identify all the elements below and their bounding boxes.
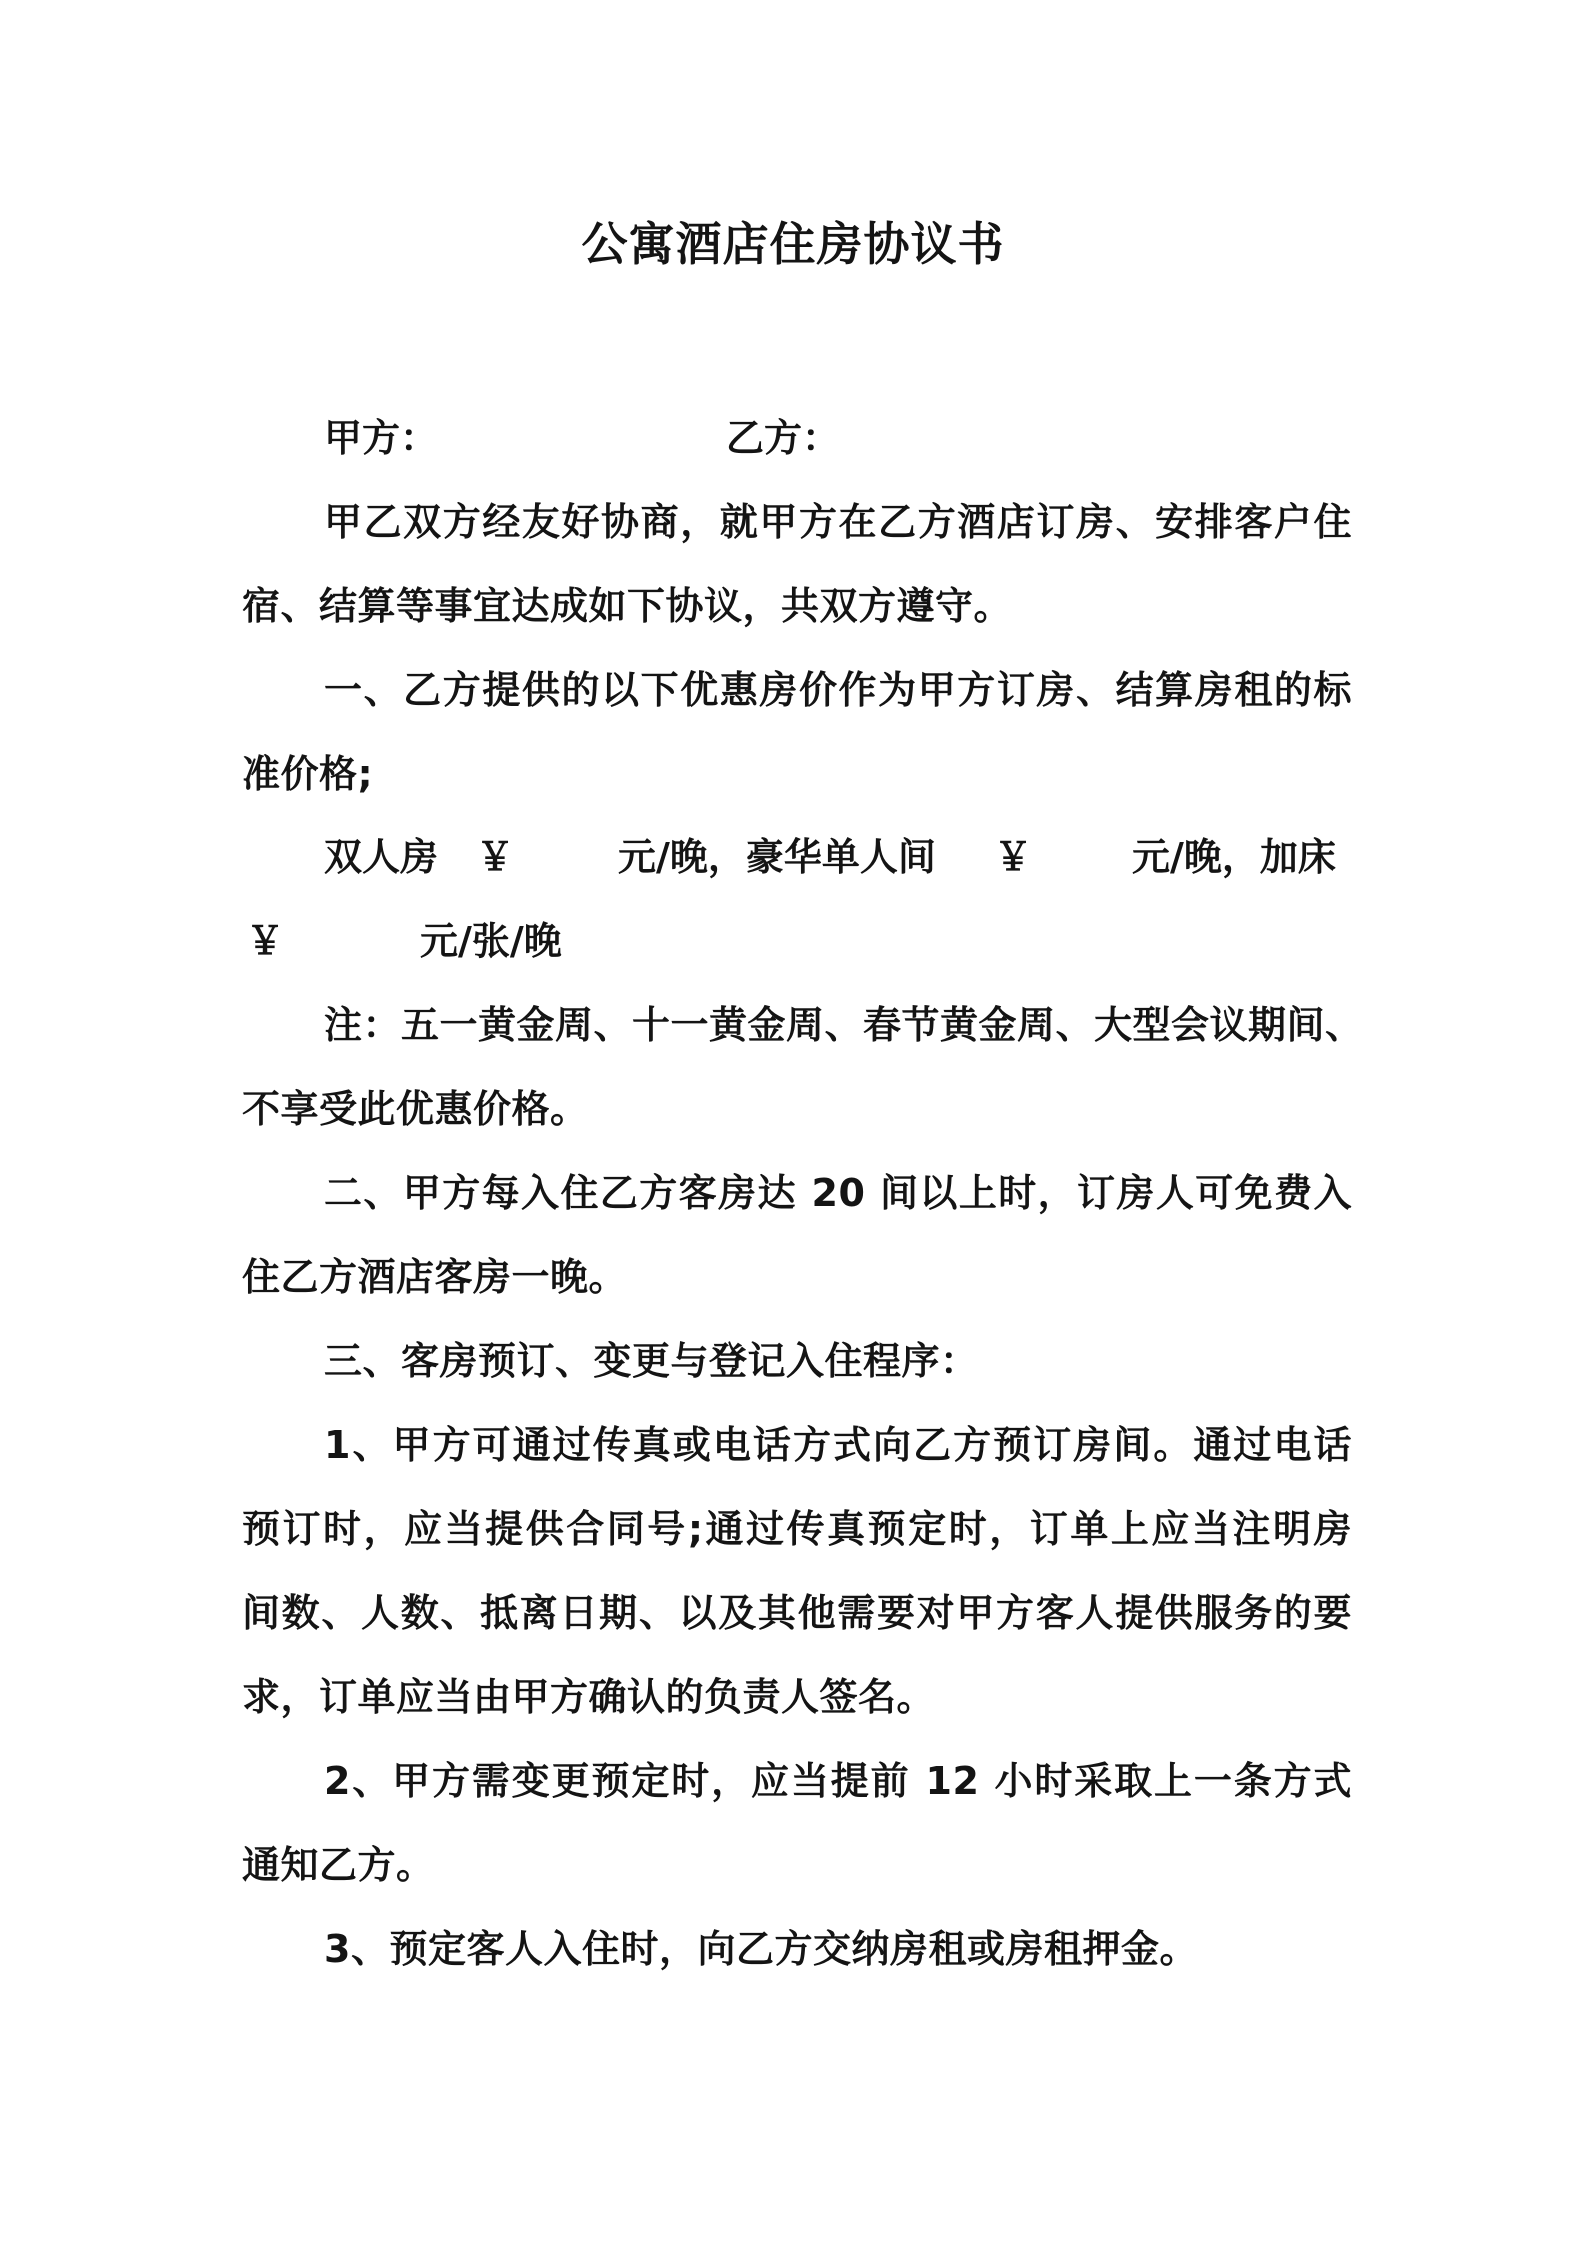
clause-3-item-1-line-4: 求，订单应当由甲方确认的负责人签名。 <box>242 1675 936 1719</box>
currency-symbol-1: ￥ <box>476 835 515 879</box>
clause-2-line-2: 住乙方酒店客房一晚。 <box>242 1255 628 1299</box>
party-a-label: 甲方： <box>324 416 439 460</box>
clause-3-item-2-line-2: 通知乙方。 <box>242 1843 435 1887</box>
price-unit-2: 元/晚，加床 <box>1132 835 1336 879</box>
price-unit-3: 元/张/晚 <box>420 919 562 963</box>
party-b-label: 乙方： <box>726 416 841 460</box>
note-line-1: 注：五一黄金周、十一黄金周、春节黄金周、大型会议期间、 <box>324 1003 1364 1047</box>
double-room-label: 双人房 <box>324 835 439 879</box>
intro-line-1: 甲乙双方经友好协商，就甲方在乙方酒店订房、安排客户住 <box>324 500 1352 544</box>
clause-3-item-2-line-1: 2、甲方需变更预定时，应当提前 12 小时采取上一条方式 <box>324 1759 1352 1803</box>
price-unit-1: 元/晚，豪华单人间 <box>618 835 936 879</box>
clause-2-line-1: 二、甲方每入住乙方客房达 20 间以上时，订房人可免费入 <box>324 1171 1352 1215</box>
parties-row <box>324 408 1324 468</box>
clause-3-item-3-line-1: 3、预定客人入住时，向乙方交纳房租或房租押金。 <box>324 1927 1198 1971</box>
clause-3-item-1-line-1: 1、甲方可通过传真或电话方式向乙方预订房间。通过电话 <box>324 1423 1352 1467</box>
clause-1-line-2: 准价格; <box>242 752 374 796</box>
document-title: 公寓酒店住房协议书 <box>581 217 1005 271</box>
clause-3-item-1-line-3: 间数、人数、抵离日期、以及其他需要对甲方客人提供服务的要 <box>242 1591 1352 1635</box>
currency-symbol-2: ￥ <box>994 835 1033 879</box>
currency-symbol-3: ￥ <box>246 919 285 963</box>
clause-3-heading: 三、客房预订、变更与登记入住程序： <box>324 1339 979 1383</box>
clause-3-item-1-line-2: 预订时，应当提供合同号;通过传真预定时，订单上应当注明房 <box>242 1507 1352 1551</box>
clause-1-line-1: 一、乙方提供的以下优惠房价作为甲方订房、结算房租的标 <box>324 668 1352 712</box>
intro-line-2: 宿、结算等事宜达成如下协议，共双方遵守。 <box>242 584 1013 628</box>
note-line-2: 不享受此优惠价格。 <box>242 1087 589 1131</box>
